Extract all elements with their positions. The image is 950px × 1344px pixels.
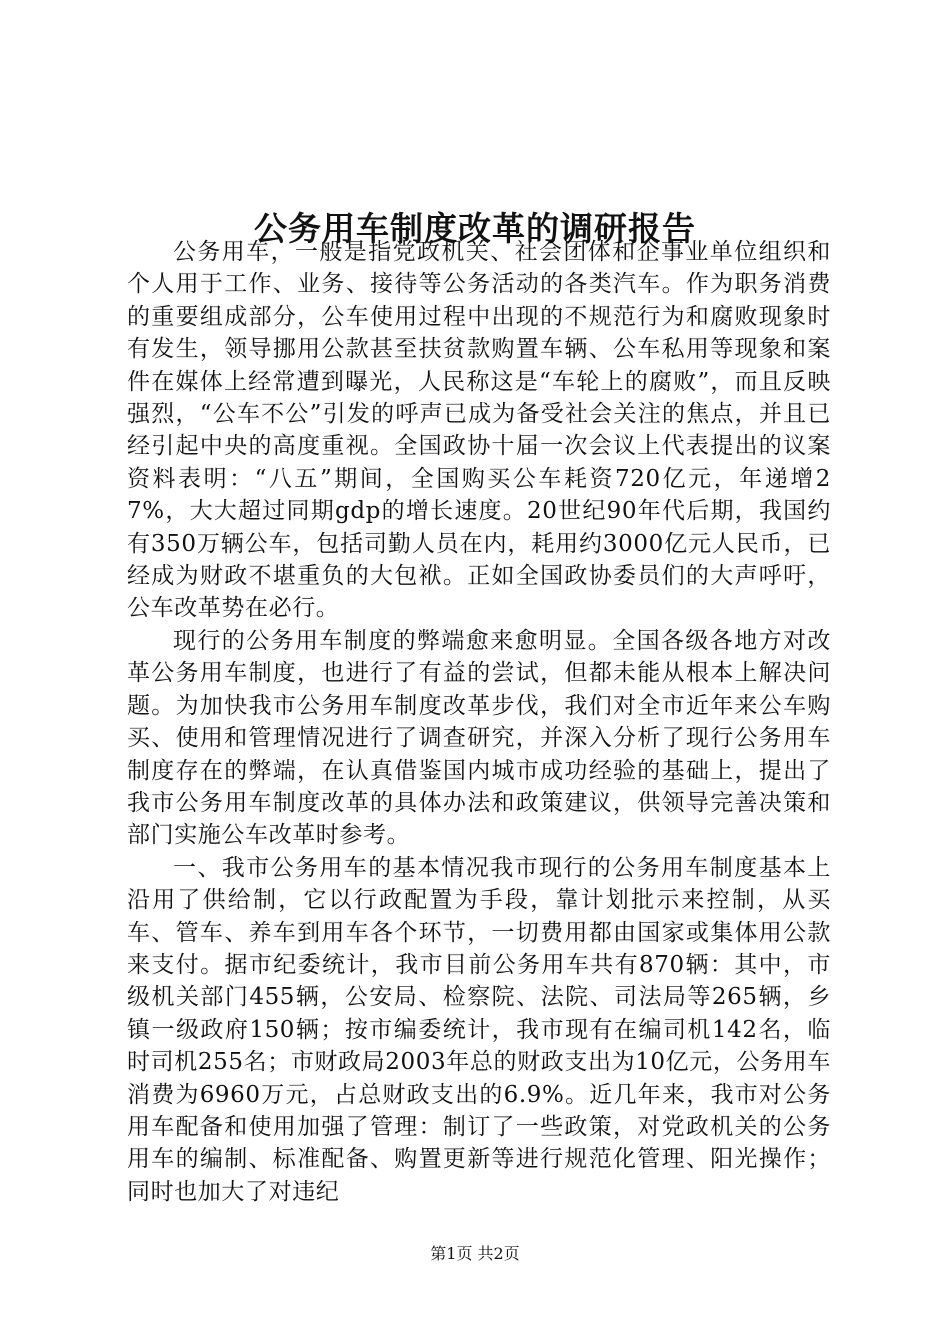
paragraph-drawbacks: 现行的公务用车制度的弊端愈来愈明显。全国各级各地方对改革公务用车制度，也进行了有益的尝试，但都未能从根本上解决问题。为加快我市公务用车制度改革步伐，我们对全市近年来公车购买、使用和管理情况进行了调查研究，并深入分析了现行公务用车制度存在的弊端，在认真借鉴国内城市成功经验的基础上，提出了我市公务用车制度改革的具体办法和政策建议，供领导完善决策和部门实施公车改革时参考。 (127, 627, 831, 849)
page-number-footer: 第1页 共2页 (430, 1244, 520, 1263)
paragraph-intro: 公务用车，一般是指党政机关、社会团体和企事业单位组织和个人用于工作、业务、接待等公务活动的各类汽车。作为职务消费的重要组成部分，公车使用过程中出现的不规范行为和腐败现象时有发生，领导挪用公款甚至扶贫款购置车辆、公车私用等现象和案件在媒体上经常遭到曝光，人民称这是“车轮上的腐败”，而且反映强烈，“公车不公”引发的呼声已成为备受社会关注的焦点，并且已经引起中央的高度重视。全国政协十届一次会议上代表提出的议案资料表明：“八五”期间，全国购买公车耗资720亿元，年递增27%，大大超过同期gdp的增长速度。20世纪90年代后期，我国约有350万辆公车，包括司勤人员在内，耗用约3000亿元人民币，已经成为财政不堪重负的大包袱。正如全国政协委员们的大声呼吁，公车改革势在必行。 (127, 239, 831, 622)
document-body (127, 236, 831, 1208)
page-title: 公务用车制度改革的调研报告 (254, 209, 696, 249)
paragraph-basic-situation: 一、我市公务用车的基本情况我市现行的公务用车制度基本上沿用了供给制，它以行政配置为手段，靠计划批示来控制，从买车、管车、养车到用车各个环节，一切费用都由国家或集体用公款来支付。据市纪委统计，我市目前公务用车共有870辆：其中，市级机关部门455辆，公安局、检察院、法院、司法局等265辆，乡镇一级政府150辆；按市编委统计，我市现有在编司机142名，临时司机255名；市财政局2003年总的财政支出为10亿元，公务用车消费为6960万元，占总财政支出的6.9%。近几年来，我市对公务用车配备和使用加强了管理：制订了一些政策，对党政机关的公务用车的编制、标准配备、购置更新等进行规范化管理、阳光操作；同时也加大了对违纪 (127, 854, 831, 1205)
